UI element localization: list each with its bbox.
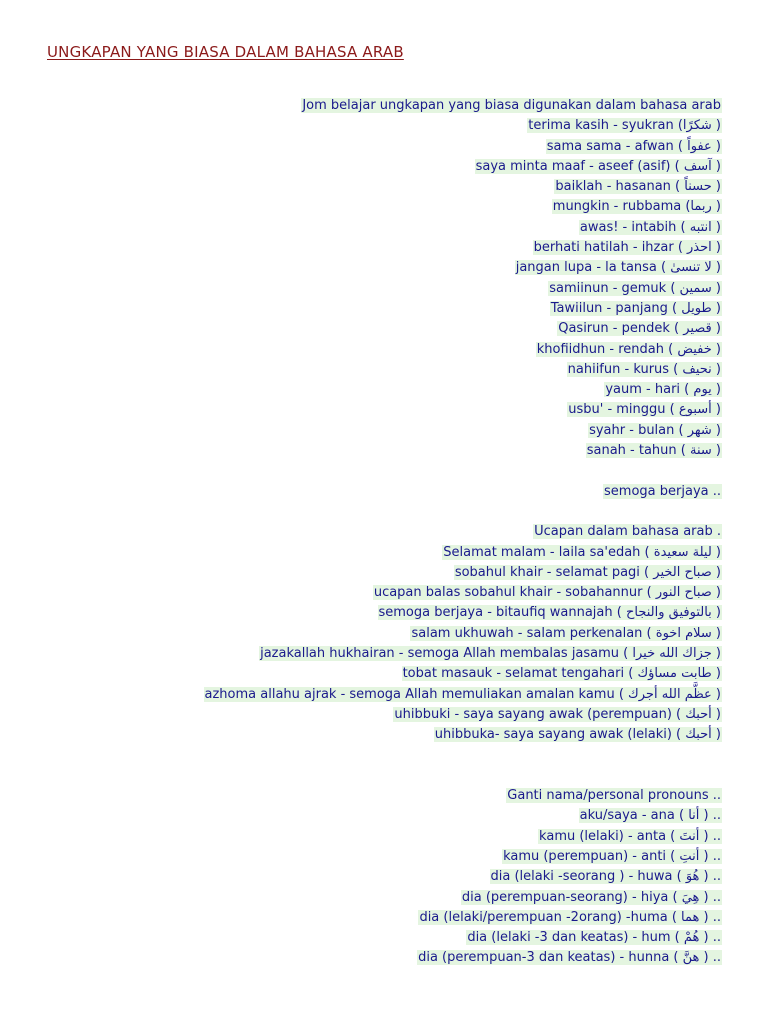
list-item: aku/saya - ana ( أنا ) .. <box>579 808 721 824</box>
spacer <box>22 746 722 787</box>
list-item: tobat masauk - selamat tengahari ( طابت مساؤك ) <box>402 666 721 682</box>
list-item: dia (perempuan-3 dan keatas) - hunna ( هنَّ ) .. <box>418 950 721 966</box>
list-item: sama sama - afwan ( عفواً ) <box>546 138 721 154</box>
list-item: ucapan balas sobahul khair - sobahannur ( صباح النور ) <box>373 585 721 601</box>
list-item: kamu (lelaki) - anta ( أنتَ ) .. <box>539 828 721 844</box>
list-item: semoga berjaya - bitaufiq wannajah ( بالتوفيق والنجاح ) <box>378 605 721 621</box>
list-item: Qasirun - pendek ( قصير ) <box>558 321 721 337</box>
list-item: mungkin - rubbama (ربما ) <box>552 199 721 215</box>
list-item: sobahul khair - selamat pagi ( صباح الخير ) <box>454 564 721 580</box>
page-title: UNGKAPAN YANG BIASA DALAM BAHASA ARAB <box>47 43 404 61</box>
list-item: uhibbuka- saya sayang awak (lelaki) ( أحبك ) <box>434 727 721 743</box>
list-item: dia (perempuan-seorang) - hiya ( هِيَ ) .. <box>461 889 721 905</box>
list-item: Selamat malam - laila sa'edah ( ليلة سعيدة ) <box>443 544 721 560</box>
list-item: dia (lelaki -seorang ) - huwa ( هُوَ ) .. <box>490 869 721 885</box>
list-item: kamu (perempuan) - anti ( أنتِ ) .. <box>503 848 721 864</box>
list-item: dia (lelaki -3 dan keatas) - hum ( هُمْ ) .. <box>467 930 721 946</box>
list-item: khofiidhun - rendah ( خفيض ) <box>536 341 721 357</box>
document-body <box>22 96 722 969</box>
list-item: jazakallah hukhairan - semoga Allah membalas jasamu ( جزاك الله خيرا ) <box>260 646 721 662</box>
list-item: awas! - intabih ( انتبه ) <box>579 219 721 235</box>
spacer <box>22 502 722 522</box>
list-item: uhibbuki - saya sayang awak (perempuan) ( أحبك ) <box>394 706 721 722</box>
list-item: terima kasih - syukran (شكرًا ) <box>528 118 721 134</box>
list-item: saya minta maaf - aseef (asif) ( آسف ) <box>475 158 721 174</box>
list-item: syahr - bulan ( شهر ) <box>589 422 721 438</box>
list-item: dia (lelaki/perempuan -2orang) -huma ( هما ) .. <box>419 909 721 925</box>
list-item: azhoma allahu ajrak - semoga Allah memuliakan amalan kamu ( عظَّم الله أجرك ) <box>204 686 721 702</box>
spacer <box>22 461 722 481</box>
list-item: salam ukhuwah - salam perkenalan ( سلام اخوة ) <box>411 625 721 641</box>
list-item: Tawiilun - panjang ( طويل ) <box>550 300 721 316</box>
list-item: sanah - tahun ( سنة ) <box>586 443 721 459</box>
list-item: nahiifun - kurus ( نحيف ) <box>567 361 721 377</box>
list-item: yaum - hari ( يوم ) <box>605 382 721 398</box>
section1-closing: semoga berjaya .. <box>604 483 721 499</box>
section3-heading: Ganti nama/personal pronouns .. <box>507 788 721 804</box>
list-item: samiinun - gemuk ( سمين ) <box>549 280 721 296</box>
list-item: jangan lupa - la tansa ( لا تنسىٰ ) <box>515 260 721 276</box>
section2-heading: Ucapan dalam bahasa arab . <box>534 524 721 540</box>
section1-heading: Jom belajar ungkapan yang biasa digunakan dalam bahasa arab <box>302 98 721 113</box>
list-item: berhati hatilah - ihzar ( احذر ) <box>533 240 721 256</box>
list-item: baiklah - hasanan ( حسناً ) <box>555 179 721 195</box>
list-item: usbu' - minggu ( أسبوع ) <box>568 402 721 418</box>
